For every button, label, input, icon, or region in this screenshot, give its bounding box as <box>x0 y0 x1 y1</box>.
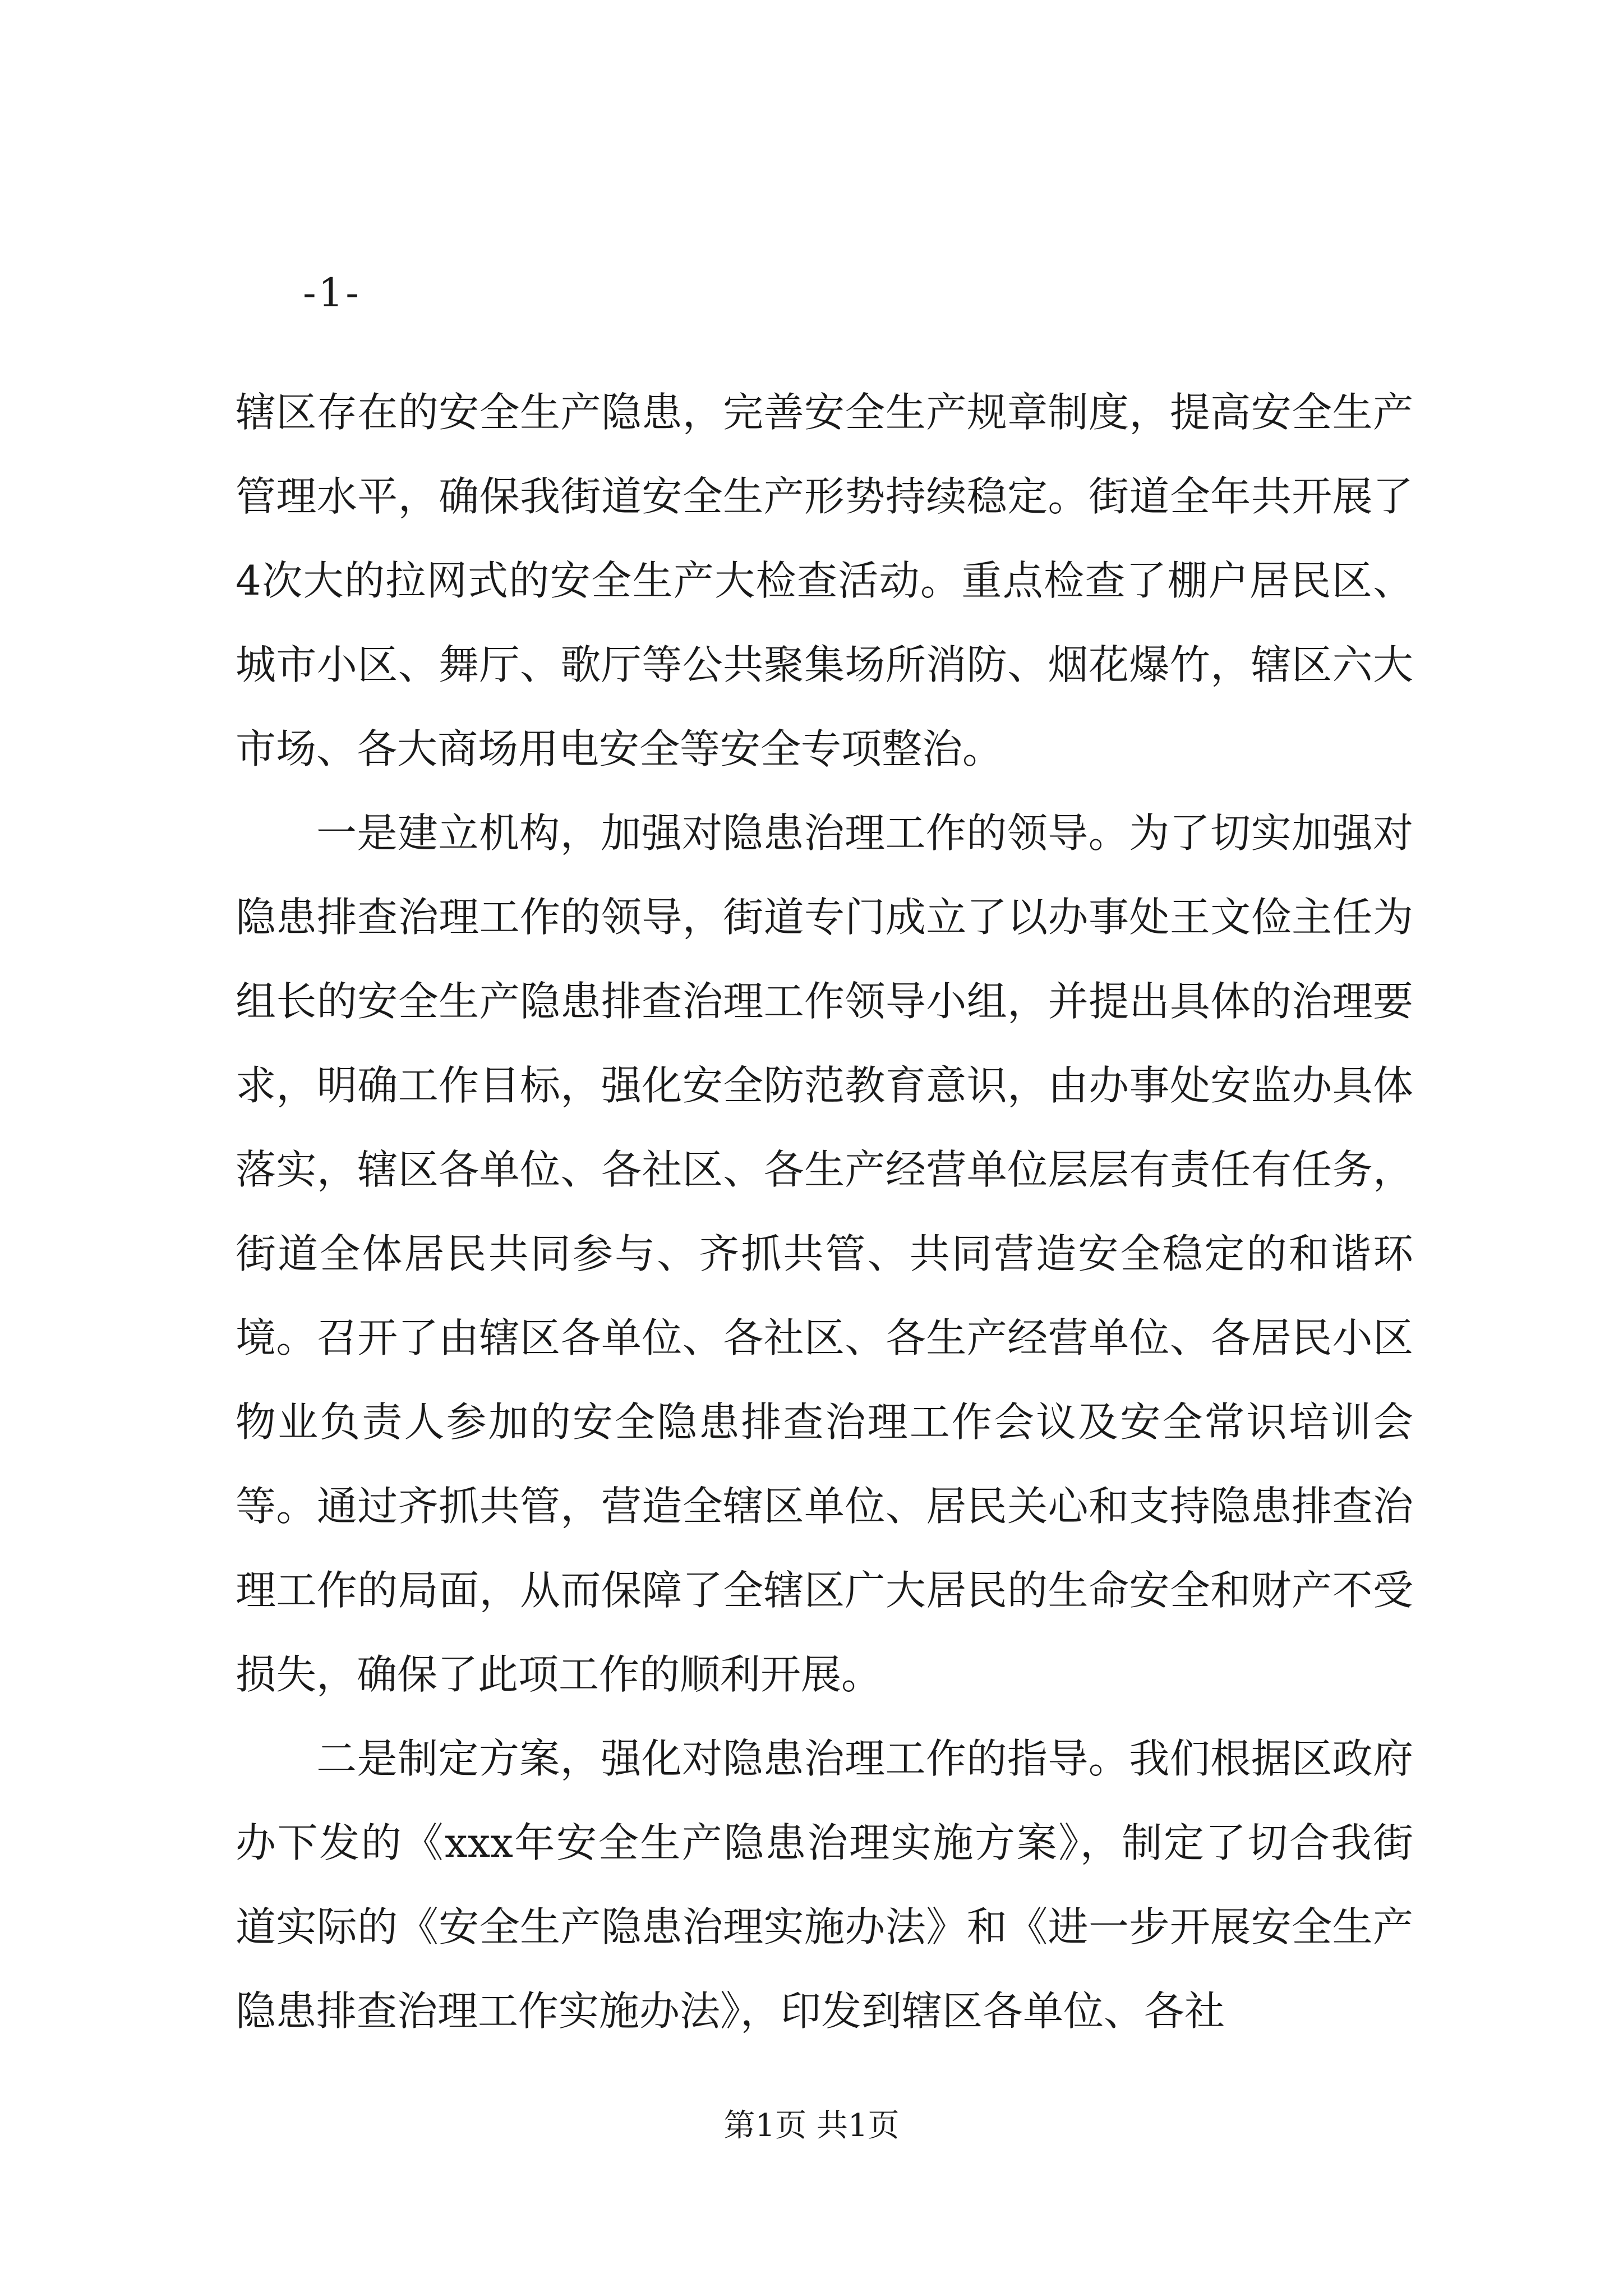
page-footer: 第1页 共1页 <box>723 2108 900 2144</box>
page-marker: -1- <box>303 270 361 316</box>
paragraph-establish-organization: 一是建立机构，加强对隐患治理工作的领导。为了切实加强对隐患排查治理工作的领导，街道专门成立了以办事处王文俭主任为组长的安全生产隐患排查治理工作领导小组，并提出具体的治理要求，明确工作目标，强化安全防范教育意识，由办事处安监办具体落实，辖区各单位、各社区、各生产经营单位层层有责任有任务，街道全体居民共同参与、齐抓共管、共同营造安全稳定的和谐环境。召开了由辖区各单位、各社区、各生产经营单位、各居民小区物业负责人参加的安全隐患排查治理工作会议及安全常识培训会等。通过齐抓共管，营造全辖区单位、居民关心和支持隐患排查治理工作的局面，从而保障了全辖区广大居民的生命安全和财产不受损失，确保了此项工作的顺利开展。 <box>236 809 1413 1698</box>
document-body <box>236 370 1413 2053</box>
paragraph-formulate-plan: 二是制定方案，强化对隐患治理工作的指导。我们根据区政府办下发的《xxx年安全生产隐患治理实施方案》，制定了切合我街道实际的《安全生产隐患治理实施办法》和《进一步开展安全生产隐患排查治理工作实施办法》，印发到辖区各单位、各社 <box>236 1735 1413 2035</box>
paragraph-continuation: 辖区存在的安全生产隐患，完善安全生产规章制度，提高安全生产管理水平，确保我街道安全生产形势持续稳定。街道全年共开展了4次大的拉网式的安全生产大检查活动。重点检查了棚户居民区、城市小区、舞厅、歌厅等公共聚集场所消防、烟花爆竹，辖区六大市场、各大商场用电安全等安全专项整治。 <box>236 389 1413 772</box>
